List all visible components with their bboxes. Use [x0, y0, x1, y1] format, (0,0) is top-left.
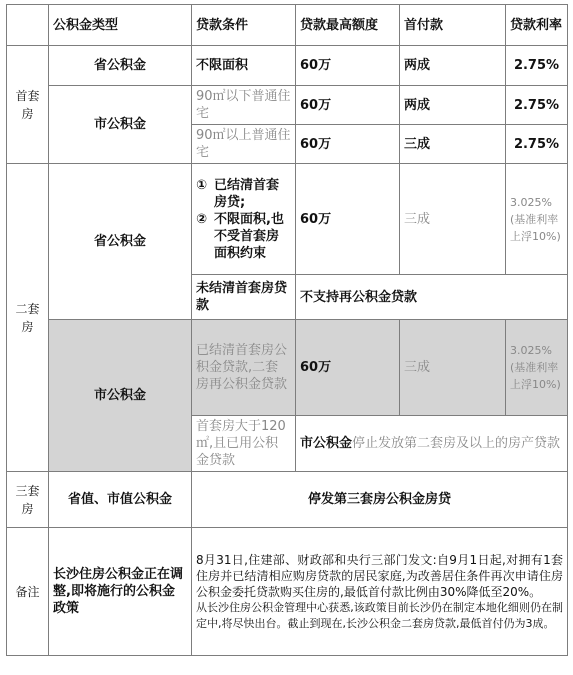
first-provincial-type: 省公积金 — [49, 46, 192, 86]
second-city-amount: 60万 — [296, 320, 400, 416]
header-blank — [7, 5, 49, 46]
first-city-down-1: 两成 — [400, 86, 506, 125]
remarks-content — [192, 528, 568, 656]
first-city-type: 市公积金 — [49, 86, 192, 164]
first-home-label: 首套房 — [7, 46, 49, 164]
condition-item-1-text: 已结清首套房贷; — [214, 177, 280, 210]
remarks-label: 备注 — [7, 528, 49, 656]
header-row — [7, 5, 568, 46]
first-provincial-down: 两成 — [400, 46, 506, 86]
second-provincial-down: 三成 — [400, 164, 506, 275]
header-condition: 贷款条件 — [192, 5, 296, 46]
second-city-large-result-bold: 市公积金 — [300, 436, 353, 451]
header-fund-type: 公积金类型 — [49, 5, 192, 46]
housing-fund-policy-table — [6, 4, 568, 656]
condition-item-1-number: ① — [196, 177, 208, 193]
first-city-condition-2: 90㎡以上普通住宅 — [192, 125, 296, 164]
second-home-provincial-row — [7, 164, 568, 275]
second-provincial-condition — [192, 164, 296, 275]
second-city-down: 三成 — [400, 320, 506, 416]
first-city-down-2: 三成 — [400, 125, 506, 164]
first-city-rate-2: 2.75% — [506, 125, 568, 164]
policy-table-wrapper — [6, 4, 568, 656]
second-provincial-unsettled-result: 不支持再公积金贷款 — [296, 275, 568, 320]
third-home-label: 三套房 — [7, 472, 49, 528]
second-city-rate: 3.025%(基准利率上浮10%) — [506, 320, 568, 416]
remarks-paragraph-2: 从长沙住房公积金管理中心获悉,该政策目前长沙仍在制定本地化细则仍在制定中,将尽快出台。截止到现在,长沙公积金二套房贷款,最低首付仍为3成。 — [196, 600, 563, 630]
first-provincial-rate: 2.75% — [506, 46, 568, 86]
first-city-amount-1: 60万 — [296, 86, 400, 125]
header-max-amount: 贷款最高额度 — [296, 5, 400, 46]
third-home-row — [7, 472, 568, 528]
header-down-payment: 首付款 — [400, 5, 506, 46]
condition-item-2-text: 不限面积,也不受首套房面积约束 — [214, 211, 284, 261]
second-provincial-rate: 3.025%(基准利率上浮10%) — [506, 164, 568, 275]
first-home-provincial-row — [7, 46, 568, 86]
second-city-type: 市公积金 — [49, 320, 192, 472]
second-city-large-condition: 首套房大于120㎡,且已用公积金贷款 — [192, 416, 296, 472]
third-home-result: 停发第三套房公积金房贷 — [192, 472, 568, 528]
second-provincial-amount: 60万 — [296, 164, 400, 275]
third-home-type: 省值、市值公积金 — [49, 472, 192, 528]
condition-item-2 — [196, 211, 291, 262]
second-home-city-row — [7, 320, 568, 416]
first-provincial-amount: 60万 — [296, 46, 400, 86]
second-provincial-unsettled-condition: 未结清首套房贷款 — [192, 275, 296, 320]
second-home-label: 二套房 — [7, 164, 49, 472]
first-city-condition-1: 90㎡以下普通住宅 — [192, 86, 296, 125]
second-provincial-type: 省公积金 — [49, 164, 192, 320]
first-city-rate-1: 2.75% — [506, 86, 568, 125]
remarks-title: 长沙住房公积金正在调整,即将施行的公积金政策 — [49, 528, 192, 656]
condition-item-1 — [196, 177, 291, 211]
second-city-large-result — [296, 416, 568, 472]
first-city-amount-2: 60万 — [296, 125, 400, 164]
remarks-paragraph-1: 8月31日,住建部、财政部和央行三部门发文:自9月1日起,对拥有1套住房并已结清相应购房贷款的居民家庭,为改善居住条件再次申请住房公积金委托贷款购买住房的,最低首付款比例由30%降低至20%。 — [196, 552, 563, 599]
first-provincial-condition: 不限面积 — [192, 46, 296, 86]
first-home-city-row-1 — [7, 86, 568, 125]
second-city-condition: 已结清首套房公积金贷款,二套房再公积金贷款 — [192, 320, 296, 416]
second-city-large-result-text: 停止发放第二套房及以上的房产贷款 — [352, 436, 561, 451]
header-rate: 贷款利率 — [506, 5, 568, 46]
remarks-row — [7, 528, 568, 656]
condition-item-2-number: ② — [196, 211, 208, 227]
